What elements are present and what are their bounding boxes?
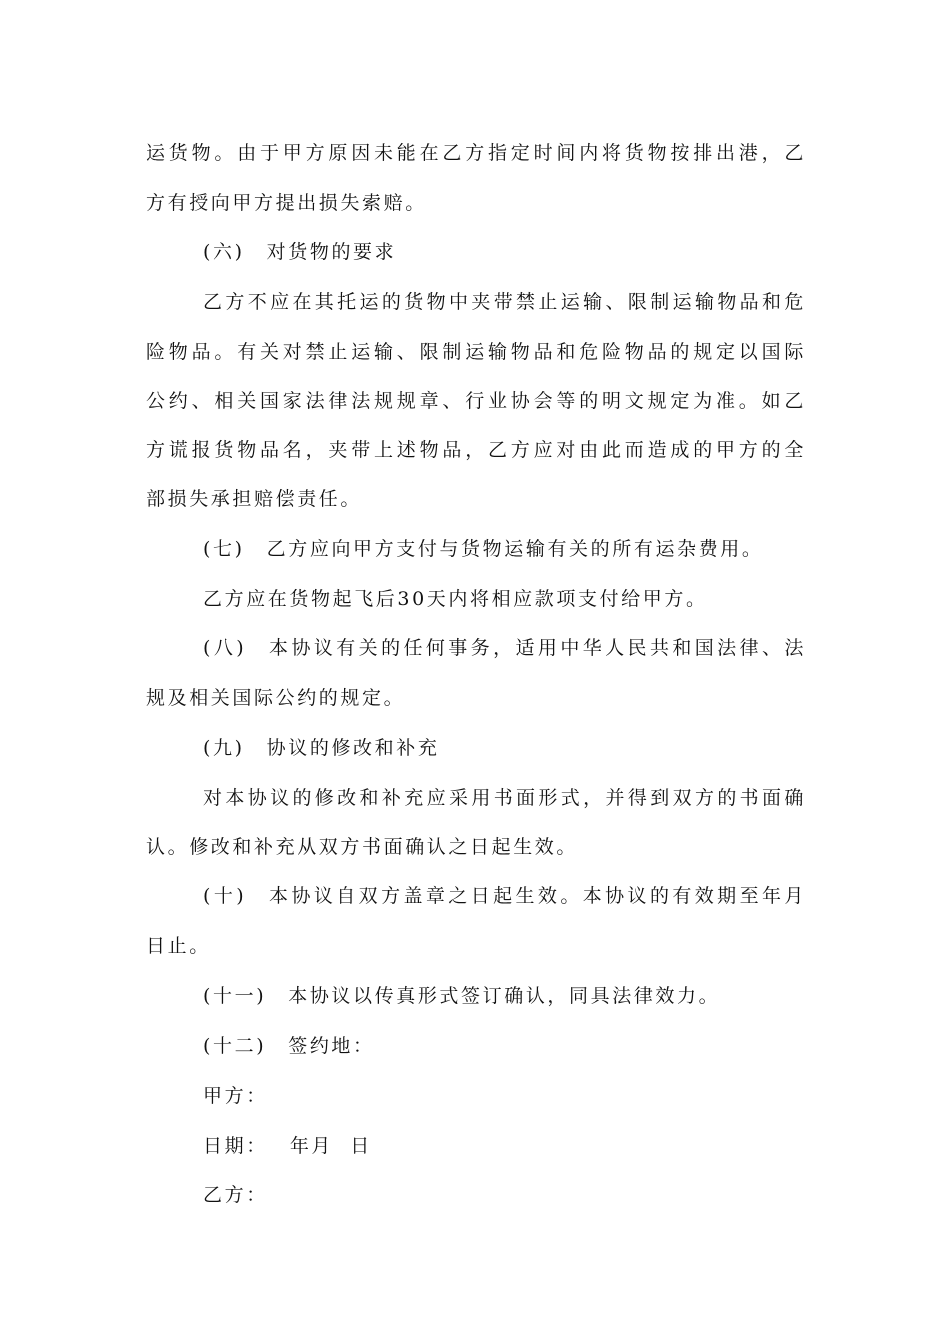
paragraph-line: 认。修改和补充从双方书面确认之日起生效。	[146, 836, 579, 858]
clause-text: 乙方应向甲方支付与货物运输有关的所有运杂费用。	[266, 538, 764, 560]
clause-text: 本协议有关的任何事务，适用中华人民共和国法律、法	[268, 637, 806, 659]
clause-heading-eight	[203, 636, 806, 660]
clause-number: (七)	[203, 538, 245, 560]
party-b-label: 乙方：	[203, 1184, 268, 1206]
paragraph-line: 日止。	[146, 935, 211, 957]
clause-number: (八)	[203, 637, 247, 659]
clause-number: (十二)	[203, 1035, 267, 1057]
clause-number: (九)	[203, 737, 245, 759]
clause-number: (六)	[203, 241, 245, 263]
clause-heading-nine	[203, 736, 806, 760]
date-value: 年月 日	[289, 1135, 372, 1157]
clause-heading-ten	[203, 884, 806, 908]
clause-heading-eleven	[203, 984, 806, 1008]
paragraph-line: 方有授向甲方提出损失索赔。	[146, 192, 427, 214]
paragraph-line: 方谎报货物品名，夹带上述物品，乙方应对由此而造成的甲方的全	[146, 439, 806, 461]
clause-text: 对货物的要求	[266, 241, 397, 263]
clause-text: 协议的修改和补充	[266, 737, 440, 759]
clause-number: (十)	[203, 885, 247, 907]
clause-number: (十一)	[203, 985, 267, 1007]
clause-text: 本协议以传真形式签订确认，同具法律效力。	[288, 985, 721, 1007]
paragraph-line: 公约、相关国家法律法规规章、行业协会等的明文规定为准。如乙	[146, 390, 806, 412]
clause-heading-six	[203, 240, 806, 264]
paragraph-line: 运货物。由于甲方原因未能在乙方指定时间内将货物按排出港，乙	[146, 142, 806, 164]
date-label: 日期：	[203, 1135, 268, 1157]
paragraph-line: 险物品。有关对禁止运输、限制运输物品和危险物品的规定以国际	[146, 341, 806, 363]
paragraph-line: 对本协议的修改和补充应采用书面形式，并得到双方的书面确	[203, 787, 806, 809]
clause-heading-twelve	[203, 1034, 806, 1058]
clause-text: 本协议自双方盖章之日起生效。本协议的有效期至年月	[268, 885, 806, 907]
paragraph-line: 部损失承担赔偿责任。	[146, 488, 363, 510]
signature-date	[203, 1134, 806, 1158]
clause-heading-seven	[203, 537, 806, 561]
paragraph-line: 规及相关国际公约的规定。	[146, 687, 406, 709]
paragraph-line: 乙方不应在其托运的货物中夹带禁止运输、限制运输物品和危	[203, 291, 806, 313]
party-a-label: 甲方：	[203, 1085, 268, 1107]
paragraph-line: 乙方应在货物起飞后30天内将相应款项支付给甲方。	[203, 588, 708, 610]
clause-text: 签约地：	[288, 1035, 375, 1057]
